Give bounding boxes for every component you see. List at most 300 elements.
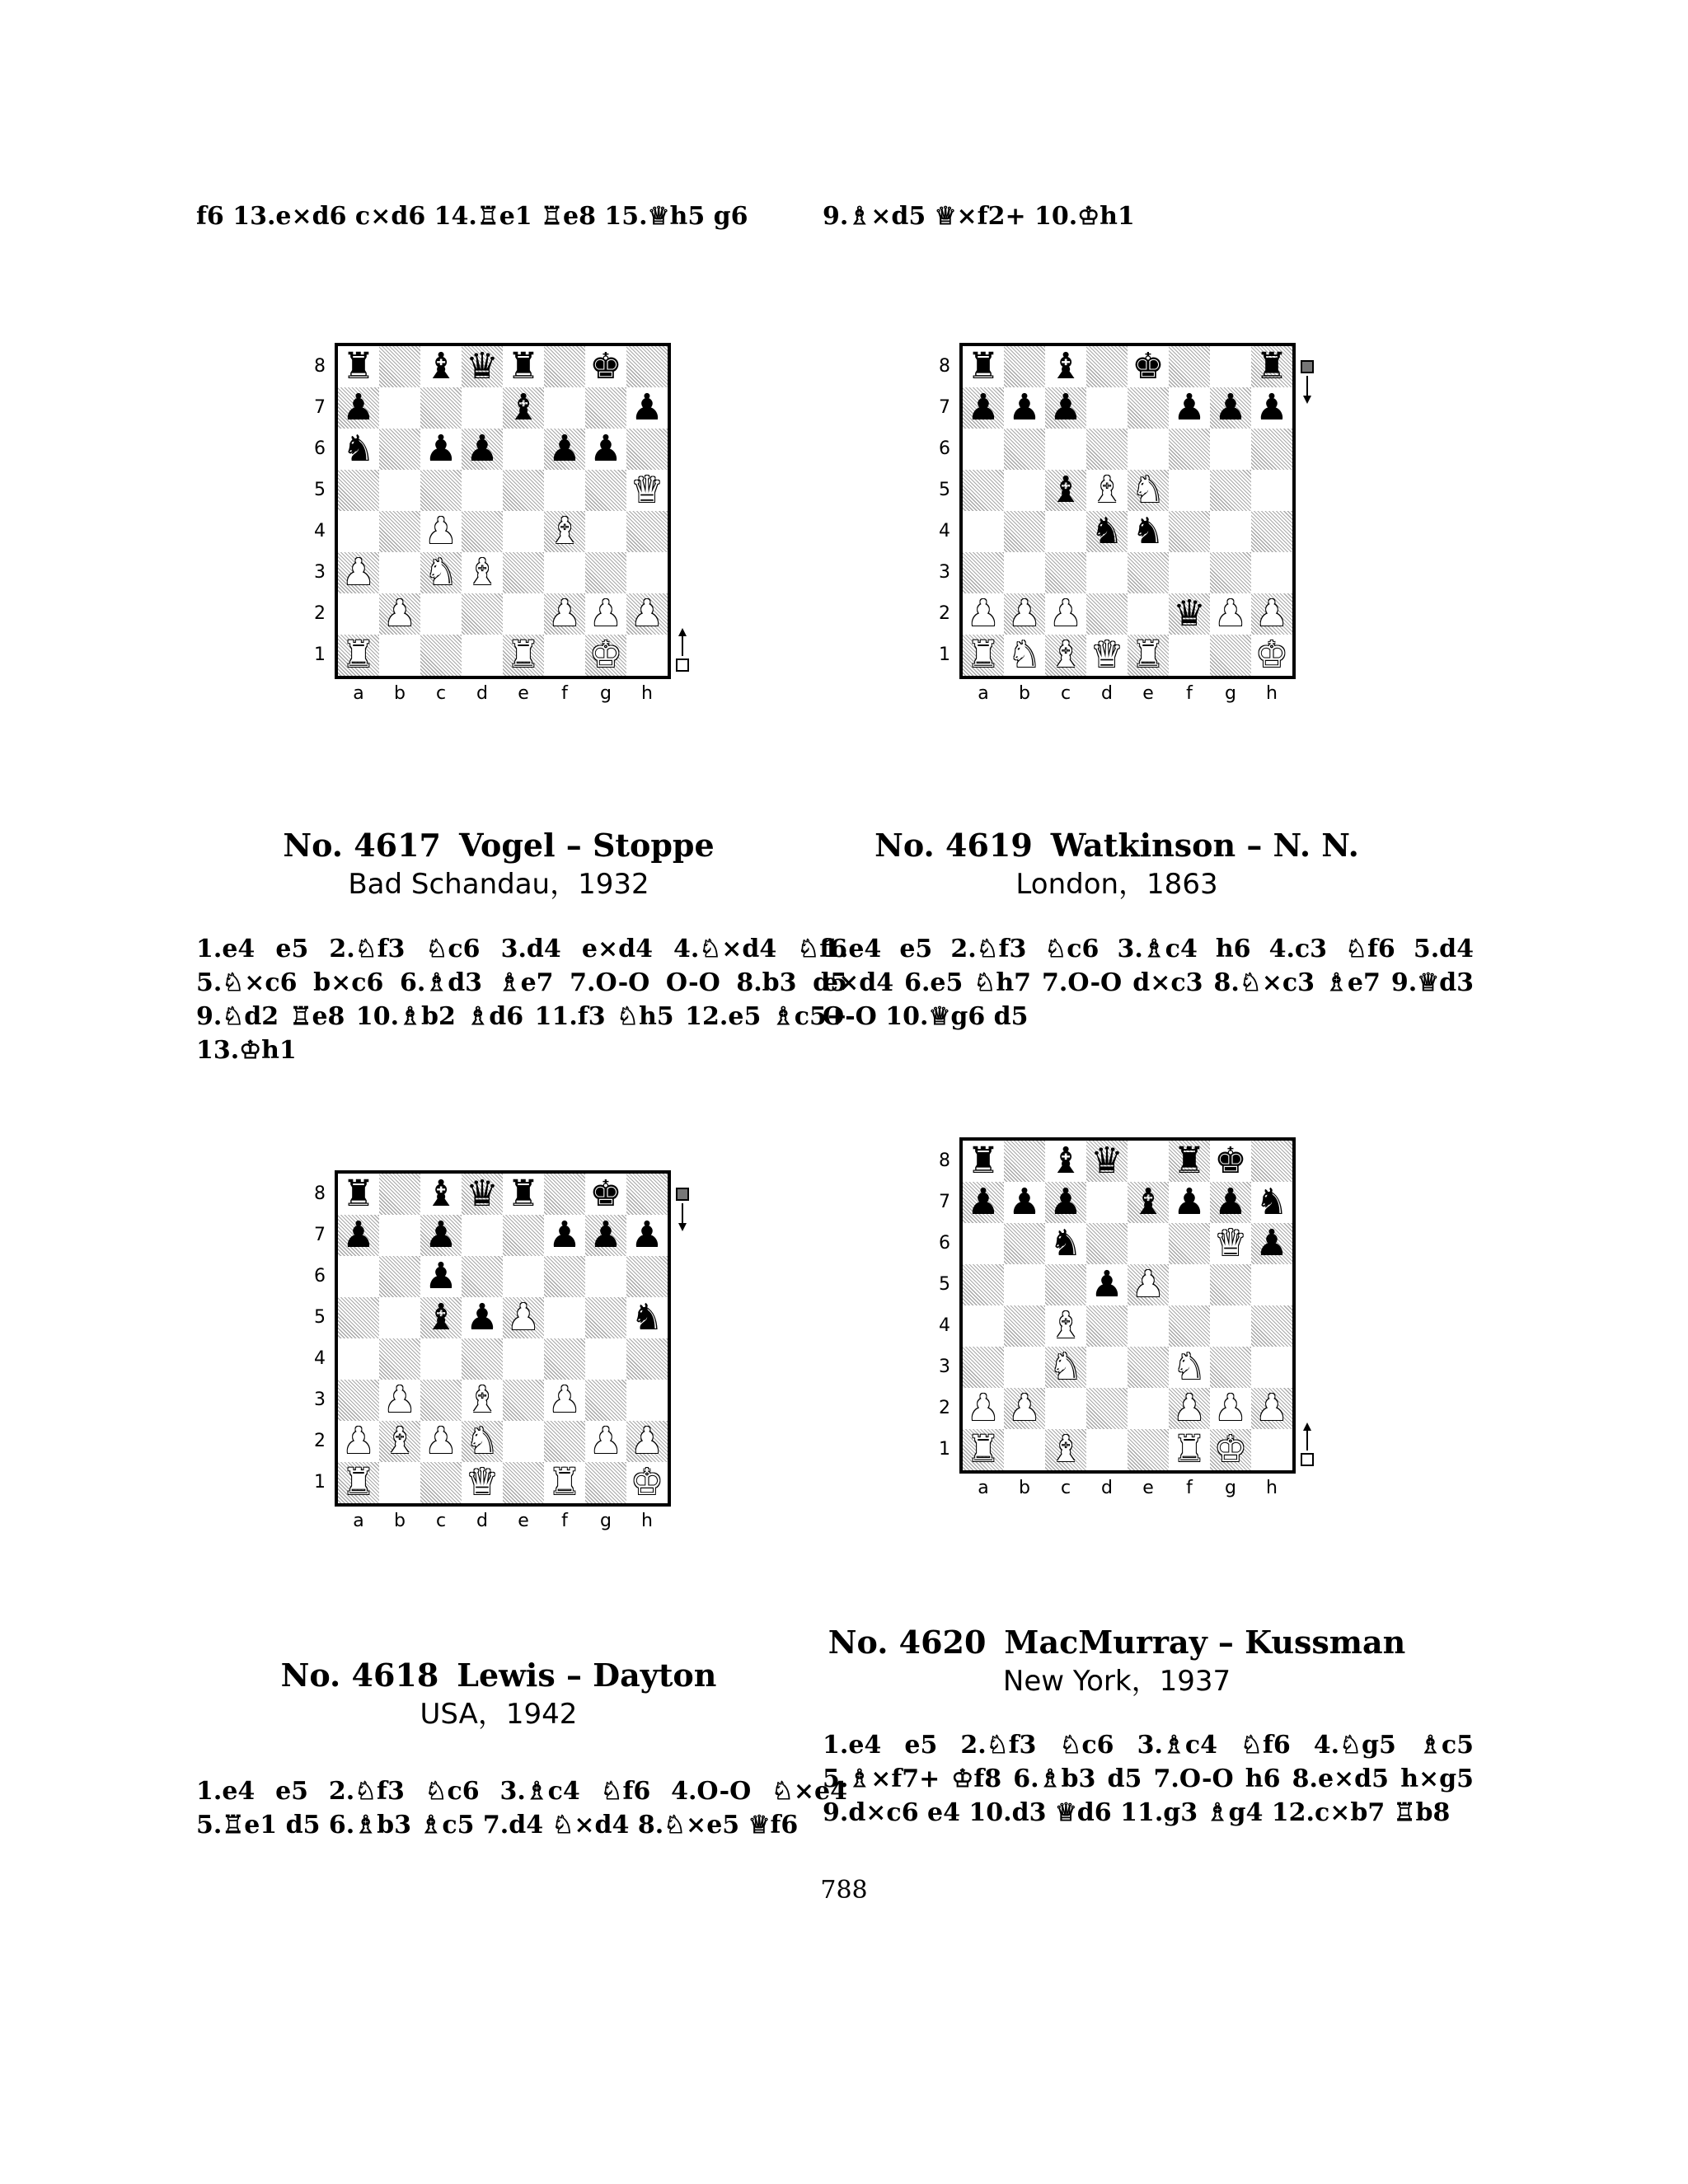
square-h3 (626, 552, 668, 593)
file-label: b (1019, 683, 1030, 704)
square-g7 (1210, 1182, 1251, 1223)
square-g7 (585, 1215, 626, 1256)
white-knight-icon: ♞ (424, 551, 457, 593)
game-players: Watkinson – N. N. (1050, 827, 1359, 864)
white-rook-icon: ♜ (548, 1461, 581, 1503)
square-h5 (626, 470, 668, 511)
black-pawn-icon: ♟ (589, 428, 622, 470)
black-pawn-icon: ♟ (1090, 1263, 1123, 1305)
square-h6 (1251, 1223, 1292, 1264)
square-c8 (1045, 346, 1086, 387)
white-rook-icon: ♜ (1173, 1428, 1206, 1470)
square-a8 (338, 346, 379, 387)
file-label: b (1019, 1478, 1030, 1498)
square-a7 (338, 1215, 379, 1256)
square-f8 (544, 346, 585, 387)
square-b3 (1004, 552, 1045, 593)
square-d3 (462, 552, 503, 593)
square-d6 (1086, 1223, 1128, 1264)
chess-board (335, 1170, 671, 1507)
game-number: No. 4617 (283, 827, 441, 864)
black-pawn-icon: ♟ (967, 1181, 1000, 1223)
square-a3 (963, 1347, 1004, 1388)
square-g3 (585, 552, 626, 593)
rank-label: 5 (939, 480, 950, 500)
square-h7 (626, 1215, 668, 1256)
square-c1 (1045, 635, 1086, 676)
square-h2 (626, 1421, 668, 1462)
square-h6 (1251, 429, 1292, 470)
square-c6 (1045, 429, 1086, 470)
square-e8 (503, 346, 544, 387)
white-queen-icon: ♛ (466, 1461, 499, 1503)
square-c1 (420, 635, 462, 676)
rank-label: 7 (314, 1225, 326, 1245)
square-g1 (585, 1462, 626, 1503)
square-h4 (1251, 511, 1292, 552)
square-h5 (1251, 1264, 1292, 1305)
black-pawn-icon: ♟ (424, 428, 457, 470)
square-h2 (626, 593, 668, 635)
black-pawn-icon: ♟ (1173, 1181, 1206, 1223)
black-king-icon: ♚ (1214, 1140, 1247, 1182)
file-label: g (600, 683, 612, 704)
square-a3 (338, 1380, 379, 1421)
black-pawn-icon: ♟ (1255, 1222, 1288, 1264)
black-pawn-icon: ♟ (1214, 1181, 1247, 1223)
square-g1 (1210, 1429, 1251, 1470)
continuation-left: f6 13.e×d6 c×d6 14.♖e1 ♖e8 15.♕h5 g6 (196, 202, 748, 231)
square-a2 (963, 593, 1004, 635)
black-bishop-icon: ♝ (1049, 345, 1082, 387)
game-moves-4618: 1.e4 e5 2.♘f3 ♘c6 3.♗c4 ♘f6 4.O-O ♘×e4 5.♖e1 d5 6.♗b3 ♗c5 7.d4 ♘×d4 8.♘×e5 ♕f6 (196, 1777, 847, 1840)
square-b6 (1004, 429, 1045, 470)
black-pawn-icon: ♟ (466, 428, 499, 470)
rank-label: 3 (939, 1357, 950, 1377)
game-moves-4619: 1.e4 e5 2.♘f3 ♘c6 3.♗c4 h6 4.c3 ♘f6 5.d4 e×d4 6.e5 ♘h7 7.O-O d×c3 8.♘×c3 ♗e7 9.♕d3 O-O 10.♕g6 d5 (823, 935, 1474, 1031)
square-f3 (544, 1380, 585, 1421)
square-c5 (1045, 1264, 1086, 1305)
square-b7 (1004, 387, 1045, 429)
square-c3 (420, 1380, 462, 1421)
white-bishop-icon: ♝ (1090, 469, 1123, 511)
square-g4 (1210, 511, 1251, 552)
rank-label: 7 (939, 1192, 950, 1212)
square-b1 (1004, 635, 1045, 676)
square-g8 (585, 1174, 626, 1215)
white-pawn-icon: ♟ (589, 593, 622, 635)
white-pawn-icon: ♟ (1214, 593, 1247, 635)
white-rook-icon: ♜ (342, 1461, 375, 1503)
square-e6 (503, 1256, 544, 1297)
game-title-4620 (791, 1624, 1442, 1661)
black-pawn-icon: ♟ (342, 1214, 375, 1256)
square-a1 (963, 635, 1004, 676)
white-knight-icon: ♞ (1008, 634, 1041, 676)
square-a7 (963, 1182, 1004, 1223)
square-a6 (963, 429, 1004, 470)
continuation-right: 9.♗×d5 ♕×f2+ 10.♔h1 (823, 202, 1135, 231)
black-pawn-icon: ♟ (967, 387, 1000, 429)
rank-label: 2 (314, 603, 326, 624)
file-label: b (394, 683, 406, 704)
square-d2 (462, 593, 503, 635)
file-label: a (978, 683, 989, 704)
square-a7 (338, 387, 379, 429)
white-pawn-icon: ♟ (967, 593, 1000, 635)
rank-label: 1 (939, 644, 950, 665)
black-knight-icon: ♞ (1090, 510, 1123, 552)
file-label: f (561, 683, 568, 704)
square-h3 (626, 1380, 668, 1421)
square-f3 (544, 552, 585, 593)
rank-label: 8 (314, 356, 326, 377)
white-king-icon: ♚ (1214, 1428, 1247, 1470)
square-d6 (1086, 429, 1128, 470)
square-h2 (1251, 1388, 1292, 1429)
white-queen-icon: ♛ (1214, 1222, 1247, 1264)
game-players: Lewis – Dayton (457, 1657, 717, 1694)
white-knight-icon: ♞ (1173, 1346, 1206, 1388)
file-label: d (1101, 683, 1113, 704)
file-label: d (476, 1511, 488, 1531)
square-b2 (1004, 593, 1045, 635)
square-h7 (1251, 1182, 1292, 1223)
square-b1 (379, 1462, 420, 1503)
black-pawn-icon: ♟ (1049, 387, 1082, 429)
square-d4 (1086, 1305, 1128, 1347)
square-f2 (1169, 1388, 1210, 1429)
square-b2 (379, 1421, 420, 1462)
square-a5 (338, 470, 379, 511)
black-knight-icon: ♞ (1255, 1181, 1288, 1223)
file-label: c (435, 683, 447, 704)
file-label: e (518, 1511, 529, 1531)
square-b4 (379, 1338, 420, 1380)
game-moves-4620: 1.e4 e5 2.♘f3 ♘c6 3.♗c4 ♘f6 4.♘g5 ♗c5 5.♗×f7+ ♔f8 6.♗b3 d5 7.O-O h6 8.e×d5 h×g5 9.d×c6 e4 10.d3 ♕d6 11.g3 ♗g4 12.c×b7 ♖b8 (823, 1731, 1474, 1827)
rank-label: 4 (939, 1315, 950, 1336)
square-g5 (1210, 470, 1251, 511)
square-e2 (503, 593, 544, 635)
square-e4 (1128, 511, 1169, 552)
square-e7 (1128, 387, 1169, 429)
rank-label: 2 (939, 1398, 950, 1418)
square-c6 (1045, 1223, 1086, 1264)
square-e3 (1128, 552, 1169, 593)
square-f6 (544, 429, 585, 470)
square-b7 (379, 1215, 420, 1256)
game-players: Vogel – Stoppe (459, 827, 715, 864)
chess-diagram-4618 (307, 1170, 694, 1566)
rank-label: 4 (314, 1348, 326, 1369)
white-pawn-icon: ♟ (1214, 1387, 1247, 1429)
square-c5 (1045, 470, 1086, 511)
rank-label: 5 (314, 480, 326, 500)
file-label: d (476, 683, 488, 704)
white-bishop-icon: ♝ (1049, 1305, 1082, 1347)
square-c2 (1045, 1388, 1086, 1429)
square-f6 (544, 1256, 585, 1297)
white-rook-icon: ♜ (1132, 634, 1165, 676)
square-d4 (1086, 511, 1128, 552)
square-d3 (1086, 552, 1128, 593)
file-label: c (1060, 1478, 1071, 1498)
square-a7 (963, 387, 1004, 429)
square-f5 (1169, 470, 1210, 511)
rank-label: 4 (939, 521, 950, 541)
square-d2 (1086, 593, 1128, 635)
page-number: 788 (820, 1876, 868, 1905)
square-d7 (1086, 387, 1128, 429)
square-f5 (1169, 1264, 1210, 1305)
white-to-move-icon (673, 623, 692, 673)
black-pawn-icon: ♟ (1214, 387, 1247, 429)
file-label: b (394, 1511, 406, 1531)
black-knight-icon: ♞ (342, 428, 375, 470)
file-label: h (641, 683, 653, 704)
square-h5 (626, 1297, 668, 1338)
square-c7 (420, 1215, 462, 1256)
square-f6 (1169, 1223, 1210, 1264)
white-pawn-icon: ♟ (342, 551, 375, 593)
file-label: f (1186, 683, 1193, 704)
file-label: h (1266, 683, 1278, 704)
black-rook-icon: ♜ (1255, 345, 1288, 387)
white-pawn-icon: ♟ (342, 1420, 375, 1462)
file-label: h (641, 1511, 653, 1531)
square-f4 (544, 511, 585, 552)
square-e3 (503, 1380, 544, 1421)
white-pawn-icon: ♟ (383, 1379, 416, 1421)
square-d4 (462, 511, 503, 552)
square-g7 (585, 387, 626, 429)
square-b1 (379, 635, 420, 676)
square-h1 (1251, 1429, 1292, 1470)
game-players: MacMurray – Kussman (1004, 1624, 1406, 1661)
black-to-move-icon (1297, 359, 1317, 409)
square-e5 (1128, 1264, 1169, 1305)
square-f4 (1169, 1305, 1210, 1347)
square-h4 (1251, 1305, 1292, 1347)
black-rook-icon: ♜ (1173, 1140, 1206, 1182)
rank-label: 6 (314, 1266, 326, 1286)
square-a5 (963, 470, 1004, 511)
square-f4 (1169, 511, 1210, 552)
file-label: f (1186, 1478, 1193, 1498)
square-e8 (503, 1174, 544, 1215)
white-pawn-icon: ♟ (548, 1379, 581, 1421)
square-a3 (338, 552, 379, 593)
square-b5 (379, 470, 420, 511)
white-pawn-icon: ♟ (631, 1420, 663, 1462)
square-e5 (503, 1297, 544, 1338)
black-pawn-icon: ♟ (1049, 1181, 1082, 1223)
rank-label: 6 (939, 438, 950, 459)
file-label: h (1266, 1478, 1278, 1498)
square-h6 (626, 1256, 668, 1297)
square-c2 (1045, 593, 1086, 635)
black-bishop-icon: ♝ (1132, 1181, 1165, 1223)
square-a2 (963, 1388, 1004, 1429)
rank-label: 1 (939, 1439, 950, 1460)
square-b4 (1004, 511, 1045, 552)
black-pawn-icon: ♟ (631, 387, 663, 429)
rank-label: 1 (314, 1472, 326, 1493)
black-knight-icon: ♞ (1132, 510, 1165, 552)
square-e2 (503, 1421, 544, 1462)
black-queen-icon: ♛ (466, 345, 499, 387)
square-e8 (1128, 1141, 1169, 1182)
black-bishop-icon: ♝ (424, 1173, 457, 1215)
white-queen-icon: ♛ (1090, 634, 1123, 676)
square-a4 (338, 511, 379, 552)
rank-label: 2 (939, 603, 950, 624)
square-g1 (585, 635, 626, 676)
black-queen-icon: ♛ (466, 1173, 499, 1215)
game-title-4619 (791, 827, 1442, 865)
rank-label: 4 (314, 521, 326, 541)
square-h2 (1251, 593, 1292, 635)
square-b5 (1004, 1264, 1045, 1305)
square-g2 (1210, 1388, 1251, 1429)
square-d2 (462, 1421, 503, 1462)
black-pawn-icon: ♟ (466, 1296, 499, 1338)
square-d5 (1086, 470, 1128, 511)
game-number: No. 4619 (874, 827, 1033, 864)
black-pawn-icon: ♟ (1008, 387, 1041, 429)
game-moves-4617: 1.e4 e5 2.♘f3 ♘c6 3.d4 e×d4 4.♘×d4 ♘f6 5.♘×c6 b×c6 6.♗d3 ♗e7 7.O-O O-O 8.b3 d5 9.♘d2 ♖e8 10.♗b2 ♗d6 11.f3 ♘h5 12.e5 ♗c5+ 13.♔h1 (196, 935, 847, 1065)
square-c7 (420, 387, 462, 429)
square-f1 (1169, 1429, 1210, 1470)
rank-label: 5 (314, 1307, 326, 1328)
square-c8 (420, 1174, 462, 1215)
square-h1 (626, 635, 668, 676)
white-pawn-icon: ♟ (631, 593, 663, 635)
square-h4 (626, 511, 668, 552)
chess-board (959, 1137, 1296, 1474)
square-a6 (338, 429, 379, 470)
square-c7 (1045, 387, 1086, 429)
square-a8 (963, 346, 1004, 387)
square-d3 (462, 1380, 503, 1421)
black-pawn-icon: ♟ (342, 387, 375, 429)
square-e6 (1128, 1223, 1169, 1264)
black-rook-icon: ♜ (507, 1173, 540, 1215)
square-e1 (503, 1462, 544, 1503)
square-b4 (1004, 1305, 1045, 1347)
square-e7 (503, 387, 544, 429)
white-bishop-icon: ♝ (1049, 634, 1082, 676)
black-pawn-icon: ♟ (424, 1255, 457, 1297)
square-h3 (1251, 1347, 1292, 1388)
square-d6 (462, 429, 503, 470)
square-f8 (1169, 1141, 1210, 1182)
white-bishop-icon: ♝ (1049, 1428, 1082, 1470)
square-g3 (1210, 1347, 1251, 1388)
black-rook-icon: ♜ (342, 1173, 375, 1215)
square-b8 (379, 346, 420, 387)
square-e3 (1128, 1347, 1169, 1388)
square-e7 (1128, 1182, 1169, 1223)
white-pawn-icon: ♟ (383, 593, 416, 635)
square-b5 (379, 1297, 420, 1338)
square-h6 (626, 429, 668, 470)
white-pawn-icon: ♟ (548, 593, 581, 635)
black-pawn-icon: ♟ (589, 1214, 622, 1256)
file-label: c (1060, 683, 1071, 704)
white-knight-icon: ♞ (466, 1420, 499, 1462)
square-h7 (626, 387, 668, 429)
square-a5 (963, 1264, 1004, 1305)
square-d2 (1086, 1388, 1128, 1429)
square-e6 (503, 429, 544, 470)
square-d8 (1086, 1141, 1128, 1182)
square-g3 (585, 1380, 626, 1421)
rank-label: 8 (939, 356, 950, 377)
square-c4 (1045, 511, 1086, 552)
file-label: g (1225, 683, 1236, 704)
white-pawn-icon: ♟ (589, 1420, 622, 1462)
black-knight-icon: ♞ (631, 1296, 663, 1338)
black-bishop-icon: ♝ (507, 387, 540, 429)
file-label: g (1225, 1478, 1236, 1498)
square-h8 (626, 346, 668, 387)
square-h3 (1251, 552, 1292, 593)
black-pawn-icon: ♟ (1173, 387, 1206, 429)
white-pawn-icon: ♟ (1008, 593, 1041, 635)
square-c5 (420, 1297, 462, 1338)
chess-board (335, 343, 671, 679)
square-a1 (338, 635, 379, 676)
white-pawn-icon: ♟ (1255, 593, 1288, 635)
rank-label: 6 (939, 1233, 950, 1254)
white-pawn-icon: ♟ (1132, 1263, 1165, 1305)
square-e7 (503, 1215, 544, 1256)
file-label: f (561, 1511, 568, 1531)
black-queen-icon: ♛ (1173, 593, 1206, 635)
square-g7 (1210, 387, 1251, 429)
square-a6 (338, 1256, 379, 1297)
square-a4 (963, 511, 1004, 552)
square-h8 (1251, 346, 1292, 387)
square-g2 (1210, 593, 1251, 635)
rank-label: 2 (314, 1431, 326, 1451)
square-c1 (420, 1462, 462, 1503)
square-d6 (462, 1256, 503, 1297)
file-label: e (518, 683, 529, 704)
black-bishop-icon: ♝ (1049, 1140, 1082, 1182)
white-pawn-icon: ♟ (1255, 1387, 1288, 1429)
square-c1 (1045, 1429, 1086, 1470)
square-d1 (1086, 635, 1128, 676)
square-g6 (1210, 1223, 1251, 1264)
black-rook-icon: ♜ (507, 345, 540, 387)
white-king-icon: ♚ (631, 1461, 663, 1503)
square-c2 (420, 1421, 462, 1462)
white-king-icon: ♚ (1255, 634, 1288, 676)
square-f7 (544, 1215, 585, 1256)
square-g8 (1210, 1141, 1251, 1182)
square-a6 (963, 1223, 1004, 1264)
square-e1 (1128, 1429, 1169, 1470)
rank-label: 8 (314, 1183, 326, 1204)
square-b8 (1004, 1141, 1045, 1182)
square-a8 (963, 1141, 1004, 1182)
square-d4 (462, 1338, 503, 1380)
game-place-4619: London，1863 (1015, 868, 1218, 901)
white-rook-icon: ♜ (342, 634, 375, 676)
square-b8 (379, 1174, 420, 1215)
